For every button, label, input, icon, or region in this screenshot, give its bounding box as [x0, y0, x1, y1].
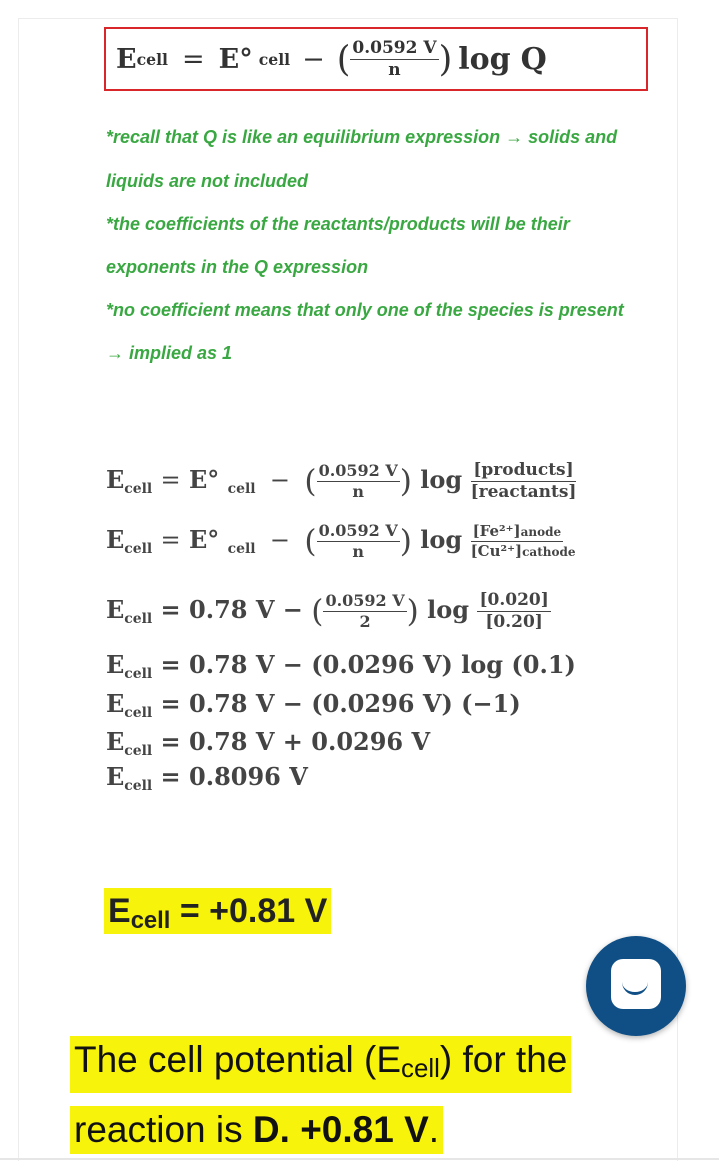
note-line-4: exponents in the Q expression [106, 257, 369, 277]
answer-line-1 [70, 1036, 571, 1093]
work2-q-den: [Cu²⁺] [470, 542, 523, 560]
work-line-4: $E_{cell} = 0.78$ V − (0.0296 V) log (0.1) [106, 650, 576, 682]
result-value: = +0.81 V [170, 892, 328, 930]
work4-text: = 0.78 V − (0.0296 V) log (0.1) [160, 650, 576, 679]
result-highlight [104, 888, 331, 934]
note-line-6: → implied as 1 [106, 343, 233, 363]
work-line-2: $E_{cell} = E^\circ$ $_{cell}$ − ( $\frac{0.0592 V}{n}$ ) log $\frac{\text{[Fe²⁺]anode}}{\text{[Cu²⁺]cathode}}$ [106, 521, 576, 561]
close-paren: ) [438, 38, 453, 80]
e-standard-subscript: cell [258, 49, 291, 69]
work-line-7: $E_{cell} = 0.8096$ V [106, 762, 308, 794]
note-line-1: *recall that Q is like an equilibrium expression → solids and [106, 127, 618, 147]
work1-n-den: n [352, 482, 364, 501]
work1-q-num: [products] [473, 460, 574, 480]
work3-q-num: [0.020] [479, 590, 549, 610]
note-line-3: *the coefficients of the reactants/products will be their [106, 214, 570, 234]
e-symbol: E [116, 43, 137, 75]
answer-sub: cell [401, 1055, 440, 1084]
work2-q-den-sub: cathode [522, 545, 576, 559]
work3-q-den: [0.20] [485, 612, 543, 632]
open-paren: ( [336, 38, 351, 80]
fraction-denominator: n [388, 59, 401, 80]
work6-text: = 0.78 V + 0.0296 V [160, 727, 431, 756]
work1-q-den: [reactants] [470, 482, 577, 502]
work-line-5: $E_{cell} = 0.78$ V − (0.0296 V) (−1) [106, 689, 521, 721]
work2-n-den: n [352, 542, 364, 561]
q-symbol: Q [520, 41, 547, 77]
e-subscript: cell [136, 49, 168, 69]
work5-text: = 0.78 V − (0.0296 V) (−1) [160, 689, 521, 718]
result-e: E [108, 892, 131, 930]
work3-n-den: 2 [359, 612, 371, 631]
answer-part2: ) for the [439, 1039, 568, 1080]
work3-prefix: = 0.78 V − [160, 595, 303, 624]
answer-bold: D. +0.81 V [252, 1109, 429, 1150]
fraction-numerator: 0.0592 V [352, 37, 437, 58]
e-standard-symbol: E° [218, 43, 253, 75]
work3-n-num: 0.0592 V [325, 591, 405, 610]
answer-suffix: . [428, 1109, 440, 1150]
work-line-6: $E_{cell} = 0.78$ V + 0.0296 V [106, 727, 431, 759]
work7-text: = 0.8096 V [160, 762, 308, 791]
work1-n-num: 0.0592 V [318, 461, 398, 480]
result-sub: cell [130, 906, 171, 934]
work2-q-num: [Fe²⁺] [472, 522, 521, 540]
note-line-2: liquids are not included [106, 171, 309, 191]
rt-nf-fraction [350, 37, 438, 80]
chat-bubble-icon[interactable] [586, 936, 686, 1036]
equals-sign: = [181, 43, 205, 75]
answer-line2-prefix: reaction is [74, 1109, 253, 1150]
log-word: log [458, 41, 511, 77]
answer-part1: The cell potential (E [74, 1039, 402, 1080]
minus-sign: − [302, 43, 325, 75]
note-line-5: *no coefficient means that only one of the species is present [106, 300, 624, 320]
work2-n-num: 0.0592 V [318, 521, 398, 540]
answer-line-2 [70, 1106, 443, 1154]
work-line-3: $E_{cell} = 0.78$ V − ( $\frac{0.0592 V}{2}$ ) log $\frac{[0.020]}{[0.20]}$ [106, 590, 549, 632]
work-line-1: $E_{cell} = E^\circ$ $_{cell}$ − ( $\frac{0.0592 V}{n}$ ) log $\frac{\text{[products]}}{\text{[reactants]}}$ [106, 460, 577, 502]
nernst-equation-box [104, 27, 648, 91]
work2-q-num-sub: anode [520, 525, 562, 539]
